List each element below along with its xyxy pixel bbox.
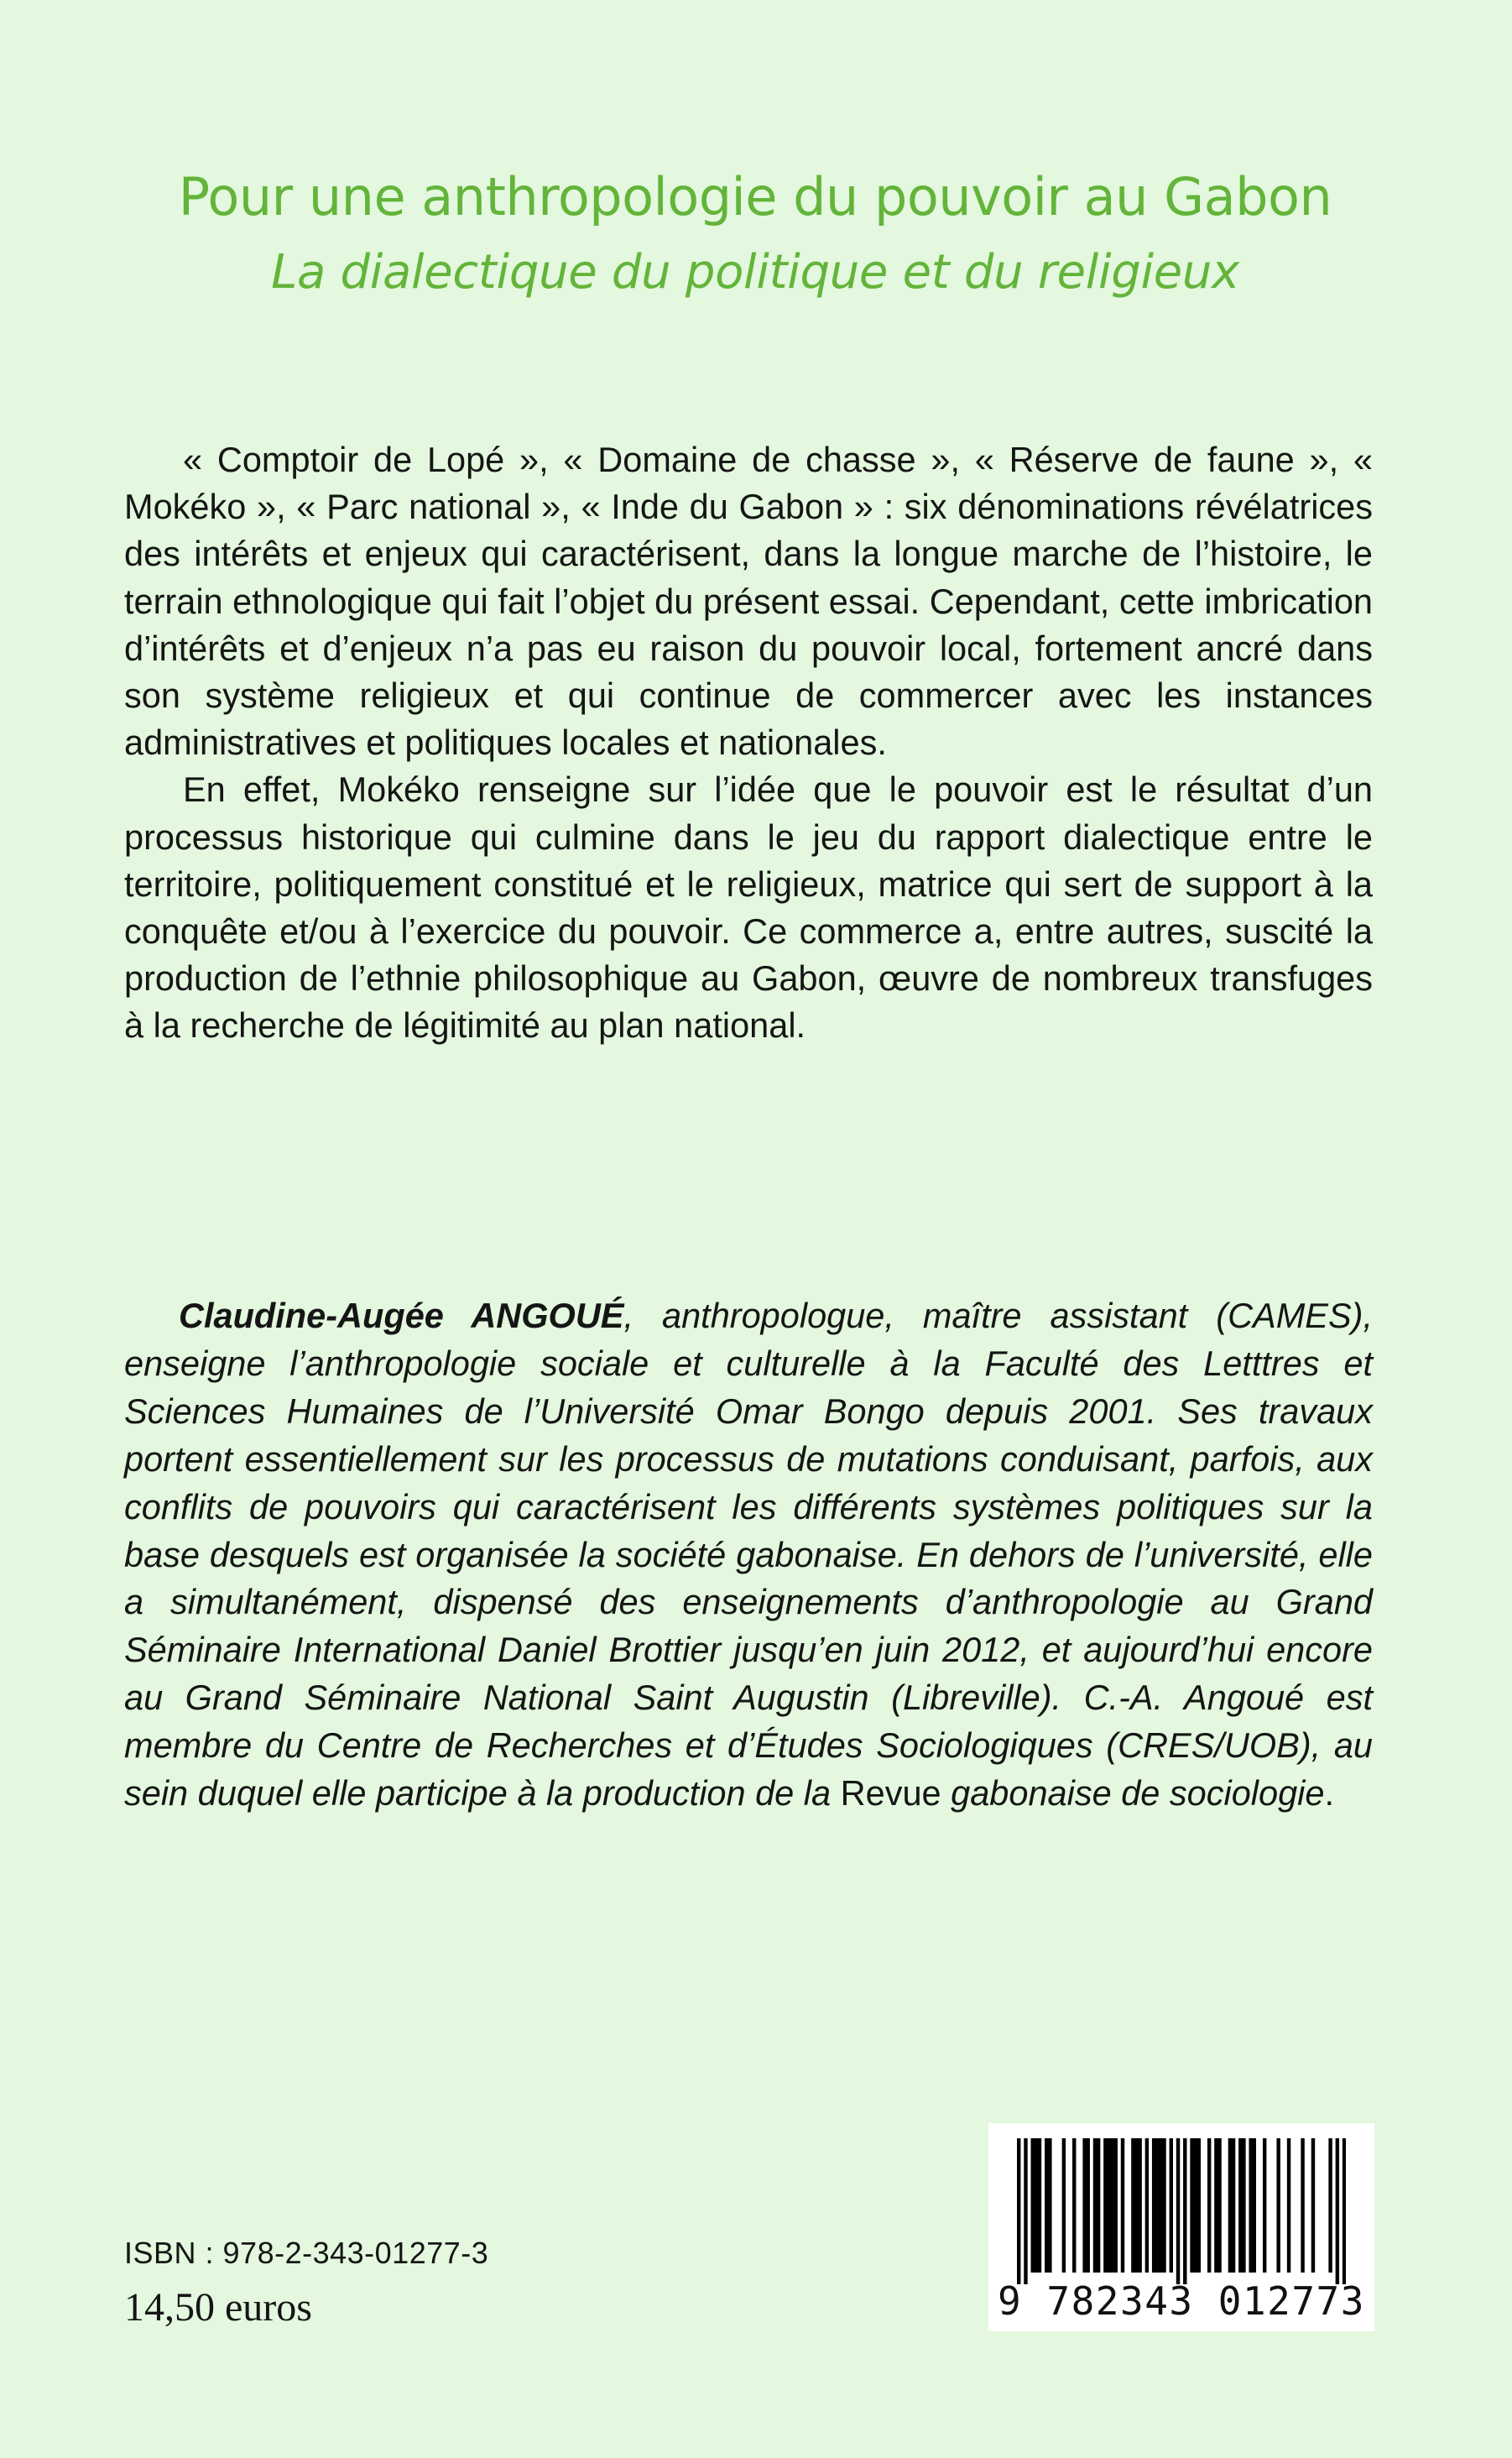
barcode-bar bbox=[1045, 2138, 1052, 2273]
barcode-bar bbox=[1024, 2138, 1027, 2284]
barcode-bar bbox=[1082, 2138, 1090, 2273]
barcode-bar bbox=[1093, 2138, 1101, 2273]
isbn: ISBN : 978-2-343-01277-3 bbox=[124, 2236, 489, 2270]
barcode-bar bbox=[1152, 2138, 1166, 2273]
bio-ending: . bbox=[1324, 1773, 1334, 1813]
barcode-bar bbox=[1031, 2138, 1042, 2273]
book-summary bbox=[124, 436, 1373, 1050]
barcode-bar bbox=[1062, 2138, 1066, 2273]
barcode-bar bbox=[1287, 2138, 1290, 2273]
author-biography bbox=[124, 1292, 1373, 1818]
barcode bbox=[988, 2123, 1374, 2331]
summary-paragraph-2: En effet, Mokéko renseigne sur l’idée que le pouvoir est le résultat d’un processus historique qui culmine dans le jeu du rapport dialectique entre le territoire, politiquement constitué et le religieux, matrice qui sert de support à la conquête et/ou à l’exercice du pouvoir. Ce commerce a, entre autres, suscité la production de l’ethnie philosophique au Gabon, œuvre de nombreux transfuges à la recherche de légitimité au plan national. bbox=[124, 770, 1373, 1046]
summary-paragraph-1: « Comptoir de Lopé », « Domaine de chasse », « Réserve de faune », « Mokéko », « Parc national », « Inde du Gabon » : six dénominations révélatrices des intérêts et enjeux qui caractérisent, dans la longue marche de l’histoire, le terrain ethnologique qui fait l’objet du présent essai. Cependant, cette imbrication d’intérêts et d’enjeux n’a pas eu raison du pouvoir local, fortement ancré dans son système religieux et qui continue de commercer avec les instances administratives et politiques locales et nationales. bbox=[124, 440, 1374, 763]
journal-name-upright: Revue bbox=[840, 1773, 941, 1813]
barcode-bars bbox=[1017, 2138, 1346, 2284]
barcode-bar bbox=[1336, 2138, 1339, 2284]
barcode-bar bbox=[1017, 2138, 1020, 2284]
barcode-bar bbox=[1176, 2138, 1180, 2284]
barcode-bar bbox=[1131, 2138, 1142, 2273]
title-block bbox=[117, 159, 1393, 311]
journal-name-rest: gabonaise de sociologie bbox=[941, 1773, 1325, 1813]
bio-text: , anthropologue, maître assistant (CAMES), enseigne l’anthropologie sociale et culturelle à la Faculté des Letttres et Sciences Humaines de l’Université Omar Bongo depuis 2001. Ses travaux portent essentiellement sur les processus de mutations conduisant, parfois, aux conflits de pouvoirs qui caractérisent les différents systèmes politiques sur la base desquels est organisée la société gabonaise. En dehors de l’université, elle a simultanément, dispensé des enseignements d’anthropologie au Grand Séminaire International Daniel Brottier jusqu’en juin 2012, et aujourd’hui encore au Grand Séminaire National Saint Augustin (Libreville). C.-A. Angoué est membre du Centre de Recherches et d’Études Sociologiques (CRES/UOB), au sein duquel elle participe à la production de la bbox=[124, 1296, 1374, 1813]
barcode-bar bbox=[1249, 2138, 1256, 2273]
book-subtitle: La dialectique du politique et du religieux bbox=[271, 245, 1239, 300]
barcode-bar bbox=[1183, 2138, 1186, 2284]
barcode-bar bbox=[1263, 2138, 1266, 2273]
barcode-bar bbox=[1072, 2138, 1076, 2273]
price: 14,50 euros bbox=[124, 2285, 312, 2330]
barcode-bar bbox=[1103, 2138, 1118, 2273]
barcode-bar bbox=[1328, 2138, 1332, 2273]
barcode-bar bbox=[1238, 2138, 1246, 2273]
book-title: Pour une anthropologie du pouvoir au Gabon bbox=[178, 166, 1332, 227]
barcode-bar bbox=[1207, 2138, 1211, 2273]
bio-paragraph bbox=[124, 1292, 1373, 1818]
barcode-bar bbox=[1228, 2138, 1236, 2273]
barcode-bar bbox=[1311, 2138, 1315, 2273]
barcode-bar bbox=[1214, 2138, 1222, 2273]
author-name: Claudine-Augée ANGOUÉ bbox=[179, 1296, 624, 1335]
barcode-bar bbox=[1170, 2138, 1173, 2273]
barcode-bar bbox=[1190, 2138, 1201, 2273]
barcode-bar bbox=[1301, 2138, 1304, 2273]
barcode-digits: 9 782343 012773 bbox=[998, 2278, 1365, 2324]
barcode-bar bbox=[1276, 2138, 1280, 2273]
barcode-bar bbox=[1121, 2138, 1124, 2273]
barcode-bar bbox=[1145, 2138, 1149, 2273]
barcode-bar bbox=[1343, 2138, 1346, 2284]
